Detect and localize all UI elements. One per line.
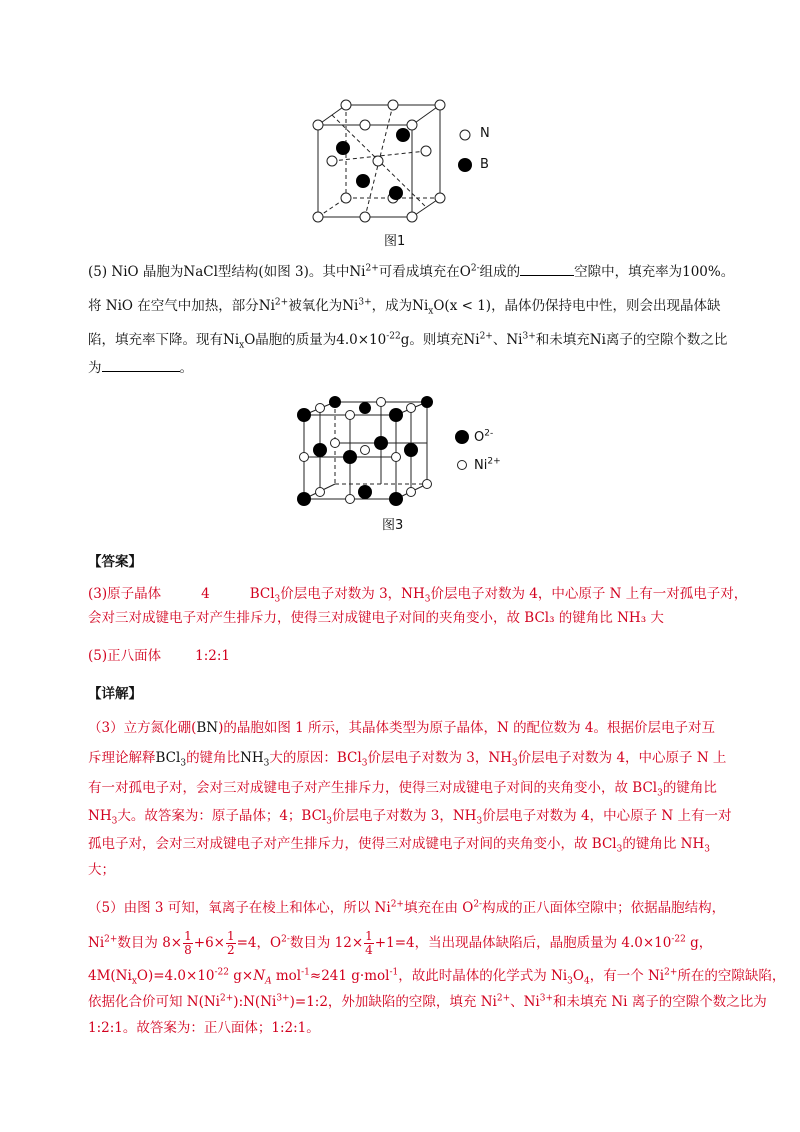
question-5-line-3: 陷，填充率下降。现有$Ni_xO$晶胞的质量为$4.0\times 10^{-22}g$。则填充$Ni^{2+}$、$Ni^{3+}$和未填充Ni离子的空隙个数之比 bbox=[88, 331, 728, 351]
detail-5-line-2: $Ni^{2+}$数目为 8× $\frac{1}{8}$ +6× $\frac{1}{2}$ =4，$O^{2-}$数目为 12× $\frac{1}{4}$ +1=4，当出现晶体缺陷后，晶胞质量为 $4.0\times 10^{-22}$ g， bbox=[88, 929, 713, 957]
fraction-one-quarter: $\frac{1}{4}$ bbox=[365, 929, 373, 957]
detail-heading: 【详解】 bbox=[88, 686, 142, 702]
question-5-line-4: 为 。 bbox=[88, 360, 193, 376]
detail-3-line-2: 斥理论解释BCl$_3$的键角比$NH_3$大的原因：BCl$_3$价层电子对数为 3，$NH_3$价层电子对数为 4，中心原子 N 上 bbox=[88, 750, 727, 769]
answer-3-line-1: (3)原子晶体 4 BCl$_3$价层电子对数为 3，$NH_3$价层电子对数为 4，中心原子 N 上有一对孤电子对， bbox=[88, 586, 748, 605]
answer-blank-2[interactable] bbox=[102, 359, 180, 372]
legend-n-icon bbox=[458, 128, 472, 142]
n-atoms bbox=[313, 100, 445, 222]
figure-3-nio-unit-cell bbox=[290, 392, 440, 512]
legend-ni2-label: $Ni^{2+}$ bbox=[474, 456, 501, 473]
legend-n-label: N bbox=[480, 126, 490, 141]
question-5-line-1: (5) NiO 晶胞为NaCl型结构(如图 3)。其中$Ni^{2+}$可看成填充在$O^{2-}$组成的 空隙中，填充率为100%。 bbox=[88, 263, 735, 280]
answer-heading: 【答案】 bbox=[88, 554, 142, 570]
detail-3-line-3: 有一对孤电子对，会对三对成键电子对产生排斥力，使得三对成键电子对间的夹角变小，故 BCl$_3$的键角比 bbox=[88, 780, 717, 799]
legend-o2-label: $O^{2-}$ bbox=[474, 428, 494, 445]
figure-1-caption: 图1 bbox=[384, 234, 406, 249]
answer-blank-1[interactable] bbox=[520, 263, 574, 276]
detail-5-line-3: $4M(Ni_xO)=4.0\times 10^{-22}$ $g\times N_A$ mol$^{-1}$≈241 g·mol$^{-1}$，故此时晶体的化学式为 $Ni_3O_4$，有一个 $Ni^{2+}$所在的空隙缺陷， bbox=[88, 967, 786, 987]
answer-5: (5)正八面体 1:2:1 bbox=[88, 648, 230, 664]
fraction-one-eighth: $\frac{1}{8}$ bbox=[184, 929, 192, 957]
detail-3-line-5: 孤电子对，会对三对成键电子对产生排斥力，使得三对成键电子对间的夹角变小，故 BCl$_3$的键角比 $NH_3$ bbox=[88, 836, 710, 855]
legend-o2-icon bbox=[454, 429, 470, 445]
legend-ni2-icon bbox=[456, 459, 468, 471]
b-atoms bbox=[336, 128, 410, 200]
legend-b-label: B bbox=[480, 157, 489, 172]
detail-5-line-1: （5）由图 3 可知，氧离子在棱上和体心，所以 $Ni^{2+}$填充在由 $O^{2-}$构成的正八面体空隙中；依据晶胞结构， bbox=[88, 899, 726, 916]
detail-3-line-6: 大； bbox=[88, 862, 115, 878]
fraction-one-half: $\frac{1}{2}$ bbox=[226, 929, 235, 957]
question-5-line-2: 将 NiO 在空气中加热，部分$Ni^{2+}$被氧化为$Ni^{3+}$，成为$Ni_xO(x < 1)$，晶体仍保持电中性，则会出现晶体缺 bbox=[88, 297, 721, 317]
detail-3-line-1: （3）立方氮化硼(BN)的晶胞如图 1 所示，其晶体类型为原子晶体，N 的配位数为 4。根据价层电子对互 bbox=[88, 720, 716, 736]
detail-5-line-4: 依据化合价可知 $N(Ni^{2+}):N(Ni^{3+})=1:2$，外加缺陷的空隙，填充 $Ni^{2+}$、$Ni^{3+}$和未填充 Ni 离子的空隙个数之比为 bbox=[88, 993, 767, 1010]
figure-3-caption: 图3 bbox=[382, 518, 404, 533]
detail-3-line-4: $NH_3$大。故答案为：原子晶体；4；BCl$_3$价层电子对数为 3，$NH_3$价层电子对数为 4，中心原子 N 上有一对 bbox=[88, 808, 732, 827]
answer-3-line-2: 会对三对成键电子对产生排斥力，使得三对成键电子对间的夹角变小，故 BCl₃ 的键角比 NH₃ 大 bbox=[88, 610, 664, 626]
legend-b-icon bbox=[457, 157, 473, 173]
detail-5-line-5: 1:2:1。故答案为：正八面体；1:2:1。 bbox=[88, 1020, 320, 1036]
